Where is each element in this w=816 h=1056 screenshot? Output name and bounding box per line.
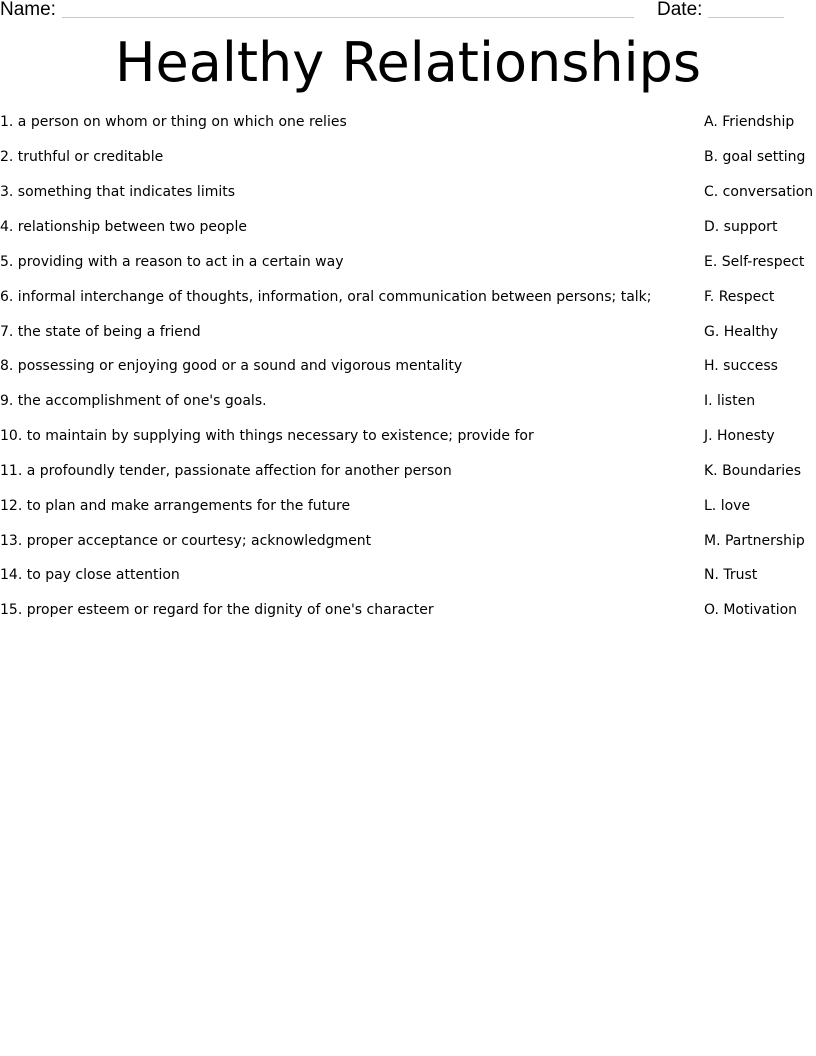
answer-option: A. Friendship	[704, 114, 795, 130]
clue-text: 6. informal interchange of thoughts, information, oral communication between persons; talk;	[0, 289, 652, 305]
list-item	[0, 287, 816, 322]
answer-option: M. Partnership	[704, 533, 805, 549]
answer-option: H. success	[704, 358, 778, 374]
clue-text: 12. to plan and make arrangements for the future	[0, 498, 351, 514]
clue-text: 2. truthful or creditable	[0, 149, 164, 165]
list-item	[0, 112, 816, 147]
clue-text: 3. something that indicates limits	[0, 184, 236, 200]
list-item	[0, 147, 816, 182]
list-item	[0, 426, 816, 461]
list-item	[0, 391, 816, 426]
answer-option: I. listen	[704, 393, 756, 409]
answer-option: K. Boundaries	[704, 463, 802, 479]
clue-text: 9. the accomplishment of one's goals.	[0, 393, 267, 409]
list-item	[0, 322, 816, 357]
answer-option: F. Respect	[704, 289, 775, 305]
clue-text: 13. proper acceptance or courtesy; acknowledgment	[0, 533, 372, 549]
clue-text: 4. relationship between two people	[0, 219, 247, 235]
list-item	[0, 252, 816, 287]
list-item	[0, 217, 816, 252]
name-field-line[interactable]	[62, 17, 634, 18]
answer-option: G. Healthy	[704, 324, 779, 340]
clue-text: 11. a profoundly tender, passionate affection for another person	[0, 463, 452, 479]
answer-option: N. Trust	[704, 567, 758, 583]
list-item	[0, 356, 816, 391]
answer-option: B. goal setting	[704, 149, 806, 165]
date-label: Date:	[657, 0, 703, 20]
clue-text: 1. a person on whom or thing on which one relies	[0, 114, 347, 130]
list-item	[0, 565, 816, 600]
list-item	[0, 182, 816, 217]
answer-option: O. Motivation	[704, 602, 798, 618]
clue-text: 8. possessing or enjoying good or a sound and vigorous mentality	[0, 358, 463, 374]
list-item	[0, 531, 816, 566]
worksheet-header	[0, 0, 816, 22]
clue-text: 7. the state of being a friend	[0, 324, 201, 340]
list-item	[0, 461, 816, 496]
clue-text: 10. to maintain by supplying with things necessary to existence; provide for	[0, 428, 534, 444]
answer-option: E. Self-respect	[704, 254, 805, 270]
page-title: Healthy Relationships	[114, 31, 702, 94]
clue-text: 15. proper esteem or regard for the dignity of one's character	[0, 602, 434, 618]
name-label: Name:	[0, 0, 56, 20]
list-item	[0, 496, 816, 531]
answer-option: J. Honesty	[704, 428, 775, 444]
clue-text: 5. providing with a reason to act in a certain way	[0, 254, 344, 270]
answer-option: D. support	[704, 219, 778, 235]
clue-text: 14. to pay close attention	[0, 567, 180, 583]
answer-option: L. love	[704, 498, 751, 514]
answer-option: C. conversation	[704, 184, 814, 200]
date-field-line[interactable]	[708, 17, 784, 18]
list-item	[0, 600, 816, 635]
